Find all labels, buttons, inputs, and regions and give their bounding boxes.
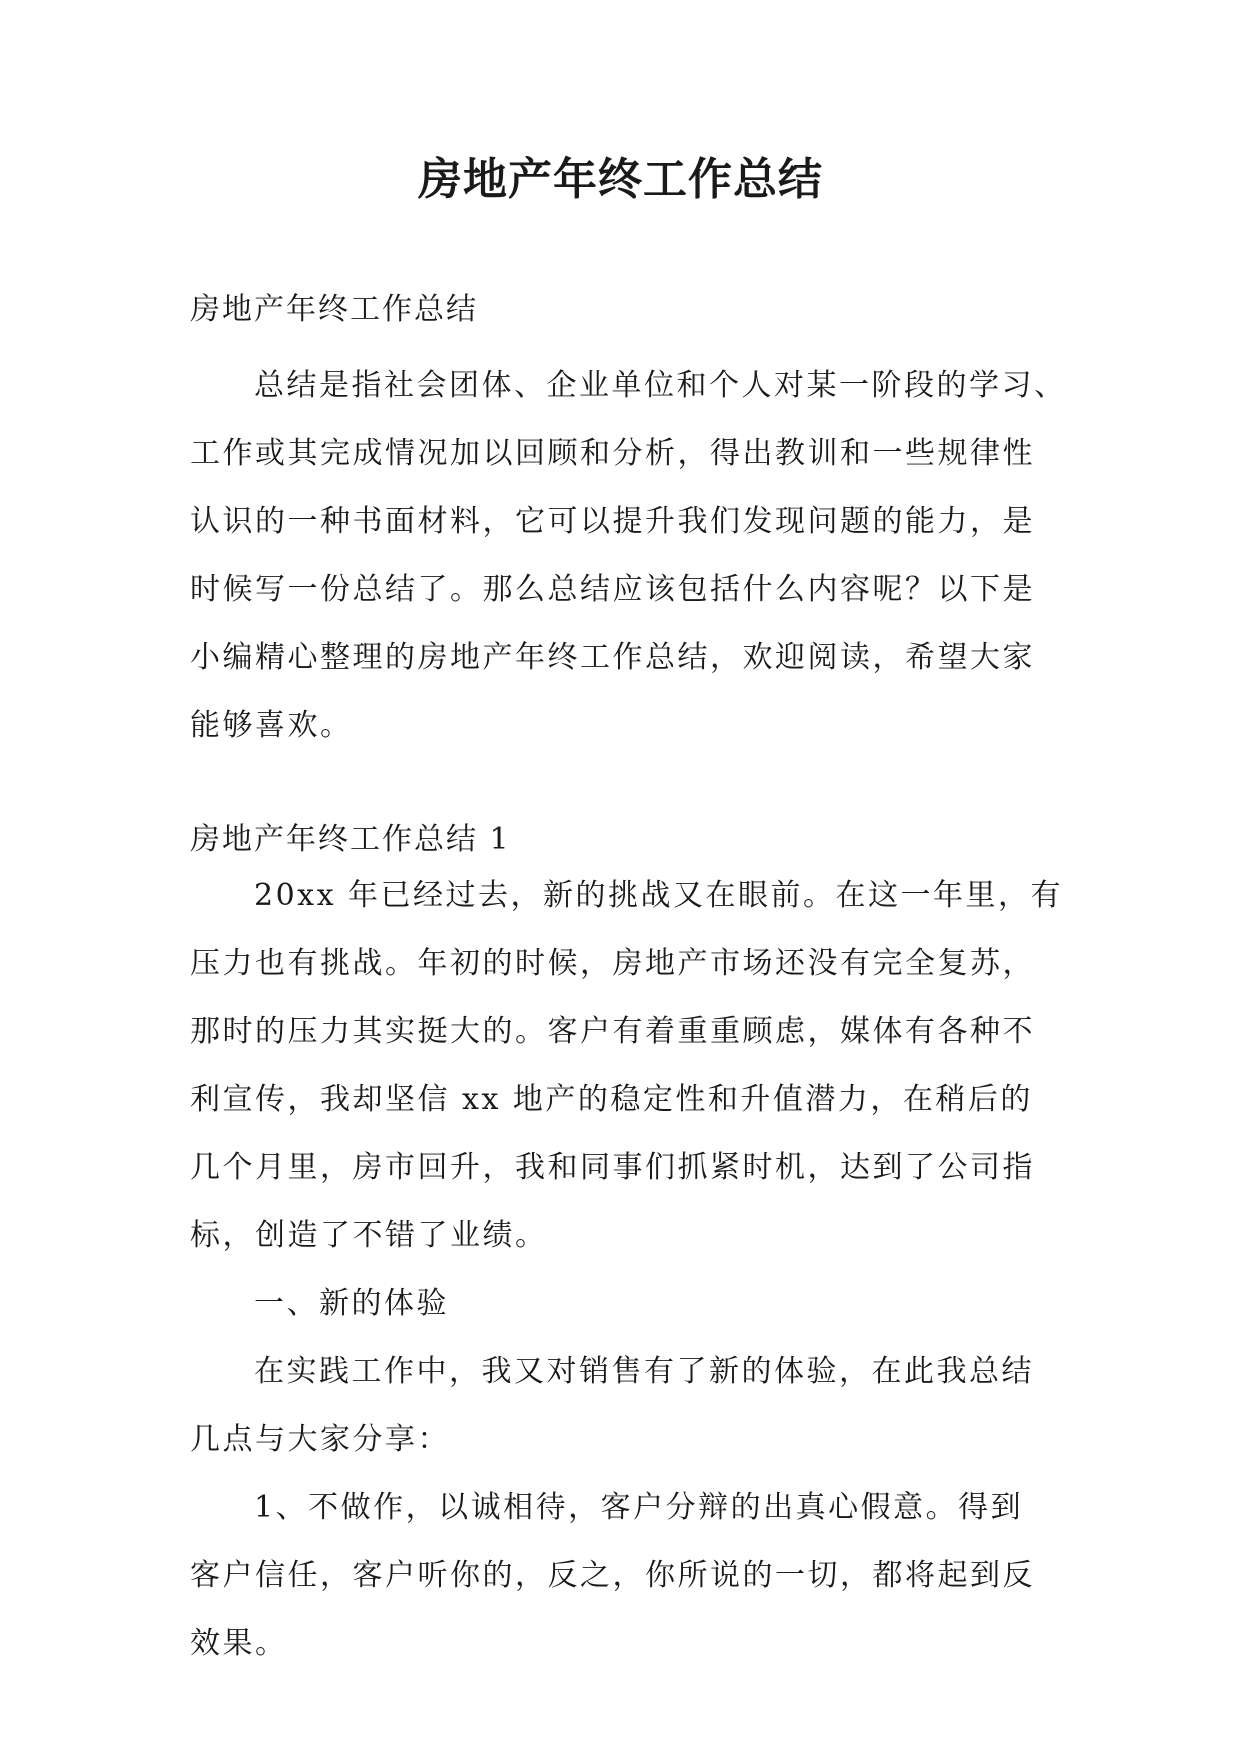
intro-line: 能够喜欢。 bbox=[190, 708, 353, 743]
point-heading-text: 一、新的体验 bbox=[254, 1286, 449, 1321]
point-intro-line: 几点与大家分享： bbox=[190, 1422, 450, 1457]
document-subtitle: 房地产年终工作总结 bbox=[190, 292, 478, 327]
section-heading: 房地产年终工作总结 1 bbox=[190, 822, 511, 857]
document-title: 房地产年终工作总结 bbox=[418, 154, 823, 205]
section1-paragraph bbox=[190, 862, 1064, 1270]
item1-paragraph bbox=[190, 1474, 1056, 1678]
intro-line: 总结是指社会团体、企业单位和个人对某一阶段的学习、 bbox=[254, 368, 1067, 403]
item1-line: 1、不做作，以诚相待，客户分辩的出真心假意。得到 bbox=[254, 1490, 1024, 1525]
point-intro-paragraph bbox=[190, 1338, 1056, 1474]
point-intro-line: 在实践工作中，我又对销售有了新的体验，在此我总结 bbox=[254, 1354, 1034, 1389]
item1-line: 客户信任，客户听你的，反之，你所说的一切，都将起到反 bbox=[190, 1558, 1035, 1593]
section1-line: 标，创造了不错了业绩。 bbox=[190, 1218, 548, 1253]
intro-line: 小编精心整理的房地产年终工作总结，欢迎阅读，希望大家 bbox=[190, 640, 1035, 675]
item1-line: 效果。 bbox=[190, 1626, 288, 1661]
intro-line: 认识的一种书面材料，它可以提升我们发现问题的能力，是 bbox=[190, 504, 1035, 539]
section1-line: 那时的压力其实挺大的。客户有着重重顾虑，媒体有各种不 bbox=[190, 1014, 1035, 1049]
section1-line: 利宣传，我却坚信 xx 地产的稳定性和升值潜力，在稍后的 bbox=[190, 1082, 1033, 1117]
point-heading bbox=[190, 1270, 1056, 1338]
intro-line: 工作或其完成情况加以回顾和分析，得出教训和一些规律性 bbox=[190, 436, 1035, 471]
intro-paragraph bbox=[190, 352, 1067, 760]
section1-line: 压力也有挑战。年初的时候，房地产市场还没有完全复苏， bbox=[190, 946, 1035, 981]
intro-line: 时候写一份总结了。那么总结应该包括什么内容呢？以下是 bbox=[190, 572, 1035, 607]
section1-line: 几个月里，房市回升，我和同事们抓紧时机，达到了公司指 bbox=[190, 1150, 1035, 1185]
section1-line: 20xx 年已经过去，新的挑战又在眼前。在这一年里，有 bbox=[254, 878, 1064, 913]
